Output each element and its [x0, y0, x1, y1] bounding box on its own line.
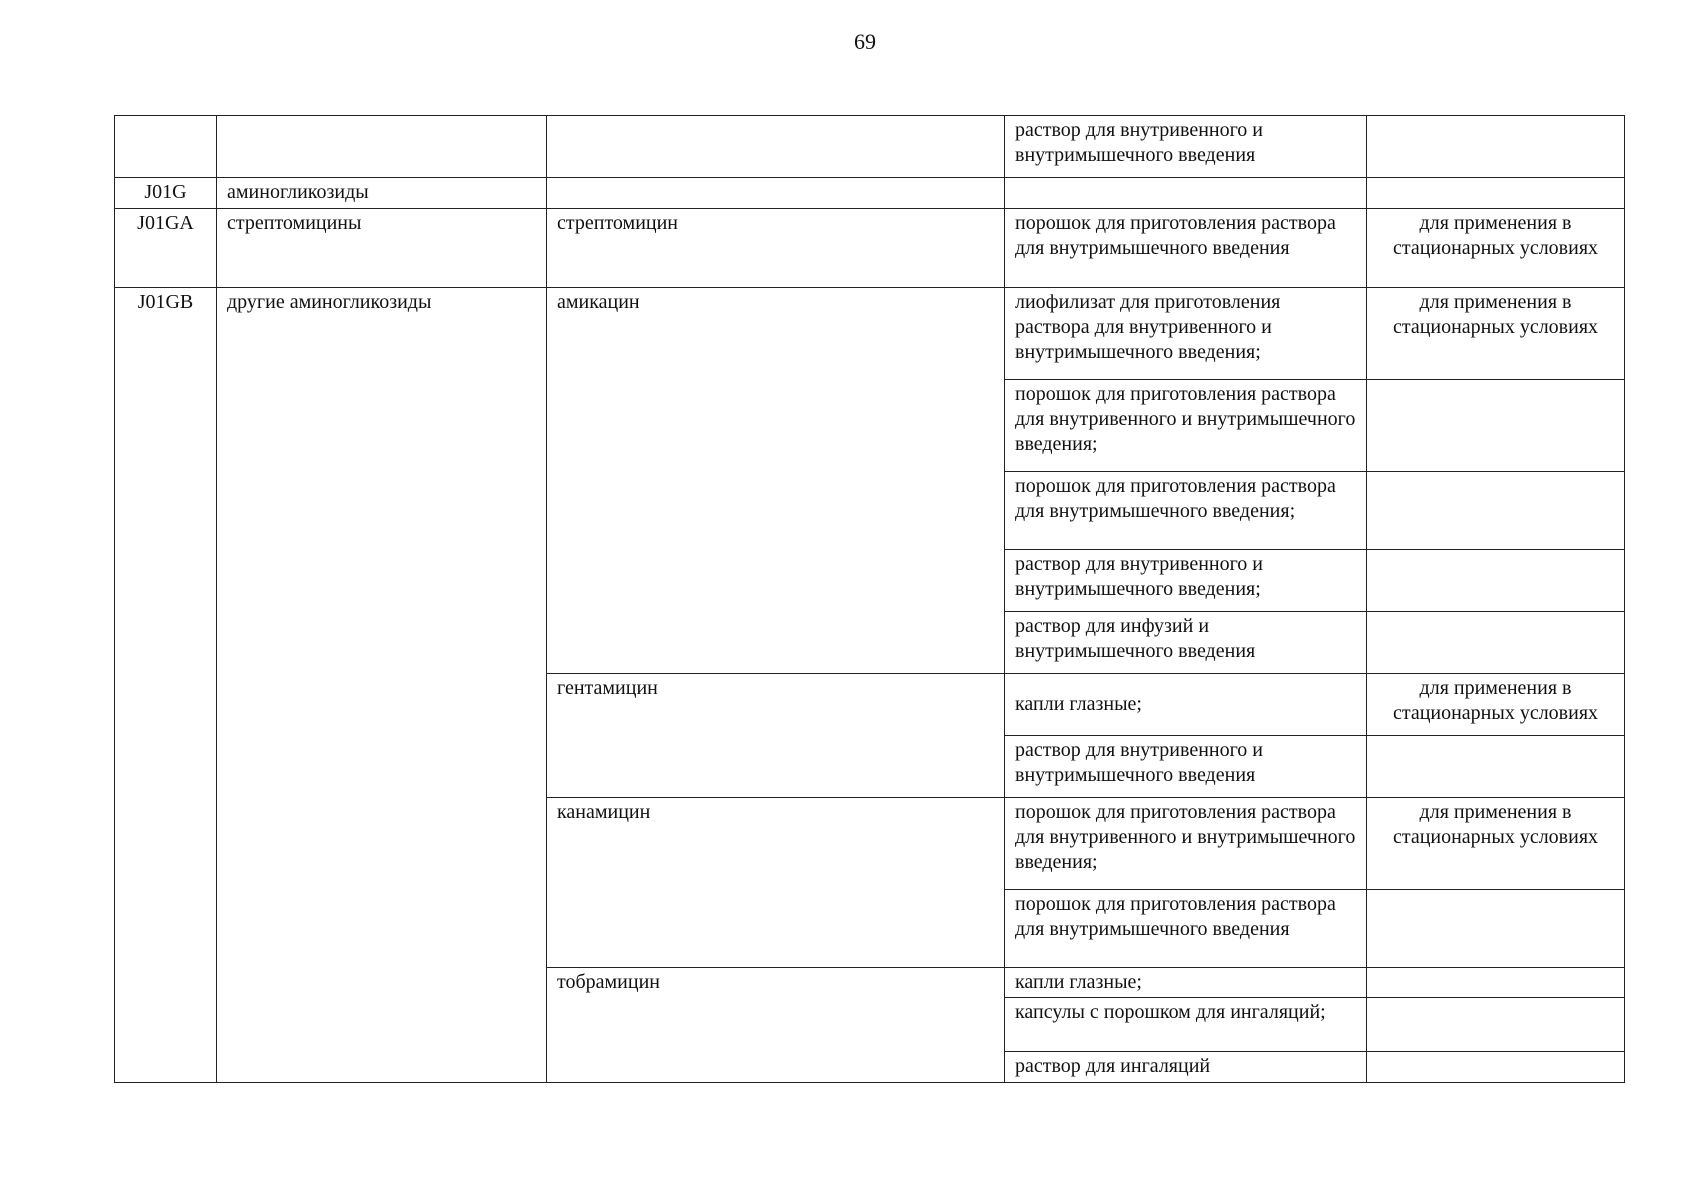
- note-cell: [1367, 612, 1625, 674]
- note-cell: [1367, 890, 1625, 968]
- dosage-form-cell: капли глазные;: [1005, 968, 1367, 998]
- group-cell: [217, 116, 547, 178]
- dosage-form-cell: капли глазные;: [1005, 674, 1367, 736]
- dosage-form-cell: раствор для внутривенного и внутримышечного введения: [1005, 736, 1367, 798]
- dosage-form-cell: порошок для приготовления раствора для внутримышечного введения;: [1005, 472, 1367, 550]
- note-cell: [1367, 1052, 1625, 1083]
- group-cell: другие аминогликозиды: [217, 288, 547, 1083]
- note-cell: для применения в стационарных условиях: [1367, 674, 1625, 736]
- atc-code-cell: J01G: [115, 178, 217, 209]
- atc-code-cell: J01GA: [115, 209, 217, 288]
- drug-cell: [547, 116, 1005, 178]
- dosage-form-cell: раствор для внутривенного и внутримышечного введения;: [1005, 550, 1367, 612]
- drug-cell: амикацин: [547, 288, 1005, 674]
- dosage-form-cell: раствор для инфузий и внутримышечного введения: [1005, 612, 1367, 674]
- group-cell: аминогликозиды: [217, 178, 547, 209]
- note-cell: [1367, 380, 1625, 472]
- note-cell: [1367, 998, 1625, 1052]
- drug-cell: стрептомицин: [547, 209, 1005, 288]
- drug-cell: тобрамицин: [547, 968, 1005, 1083]
- dosage-form-cell: капсулы с порошком для ингаляций;: [1005, 998, 1367, 1052]
- dosage-form-cell: [1005, 178, 1367, 209]
- note-cell: [1367, 178, 1625, 209]
- dosage-form-cell: порошок для приготовления раствора для внутривенного и внутримышечного введения;: [1005, 798, 1367, 890]
- drug-cell: [547, 178, 1005, 209]
- note-cell: для применения в стационарных условиях: [1367, 209, 1625, 288]
- note-cell: [1367, 116, 1625, 178]
- page-number: 69: [854, 29, 876, 54]
- drug-cell: гентамицин: [547, 674, 1005, 798]
- note-cell: для применения в стационарных условиях: [1367, 798, 1625, 890]
- note-cell: для применения в стационарных условиях: [1367, 288, 1625, 380]
- group-cell: стрептомицины: [217, 209, 547, 288]
- note-cell: [1367, 736, 1625, 798]
- table-row: [115, 288, 1625, 380]
- table-row: [115, 178, 1625, 209]
- atc-code-cell: J01GB: [115, 288, 217, 1083]
- dosage-form-cell: лиофилизат для приготовления раствора для внутривенного и внутримышечного введения;: [1005, 288, 1367, 380]
- dosage-form-cell: порошок для приготовления раствора для внутримышечного введения: [1005, 209, 1367, 288]
- note-cell: [1367, 968, 1625, 998]
- table-row: [115, 209, 1625, 288]
- atc-code-cell: [115, 116, 217, 178]
- dosage-form-cell: раствор для внутривенного и внутримышечного введения: [1005, 116, 1367, 178]
- table-row: [115, 116, 1625, 178]
- note-cell: [1367, 550, 1625, 612]
- note-cell: [1367, 472, 1625, 550]
- drug-list-table: [114, 115, 1625, 1083]
- dosage-form-cell: порошок для приготовления раствора для внутривенного и внутримышечного введения;: [1005, 380, 1367, 472]
- dosage-form-cell: порошок для приготовления раствора для внутримышечного введения: [1005, 890, 1367, 968]
- drug-cell: канамицин: [547, 798, 1005, 968]
- dosage-form-cell: раствор для ингаляций: [1005, 1052, 1367, 1083]
